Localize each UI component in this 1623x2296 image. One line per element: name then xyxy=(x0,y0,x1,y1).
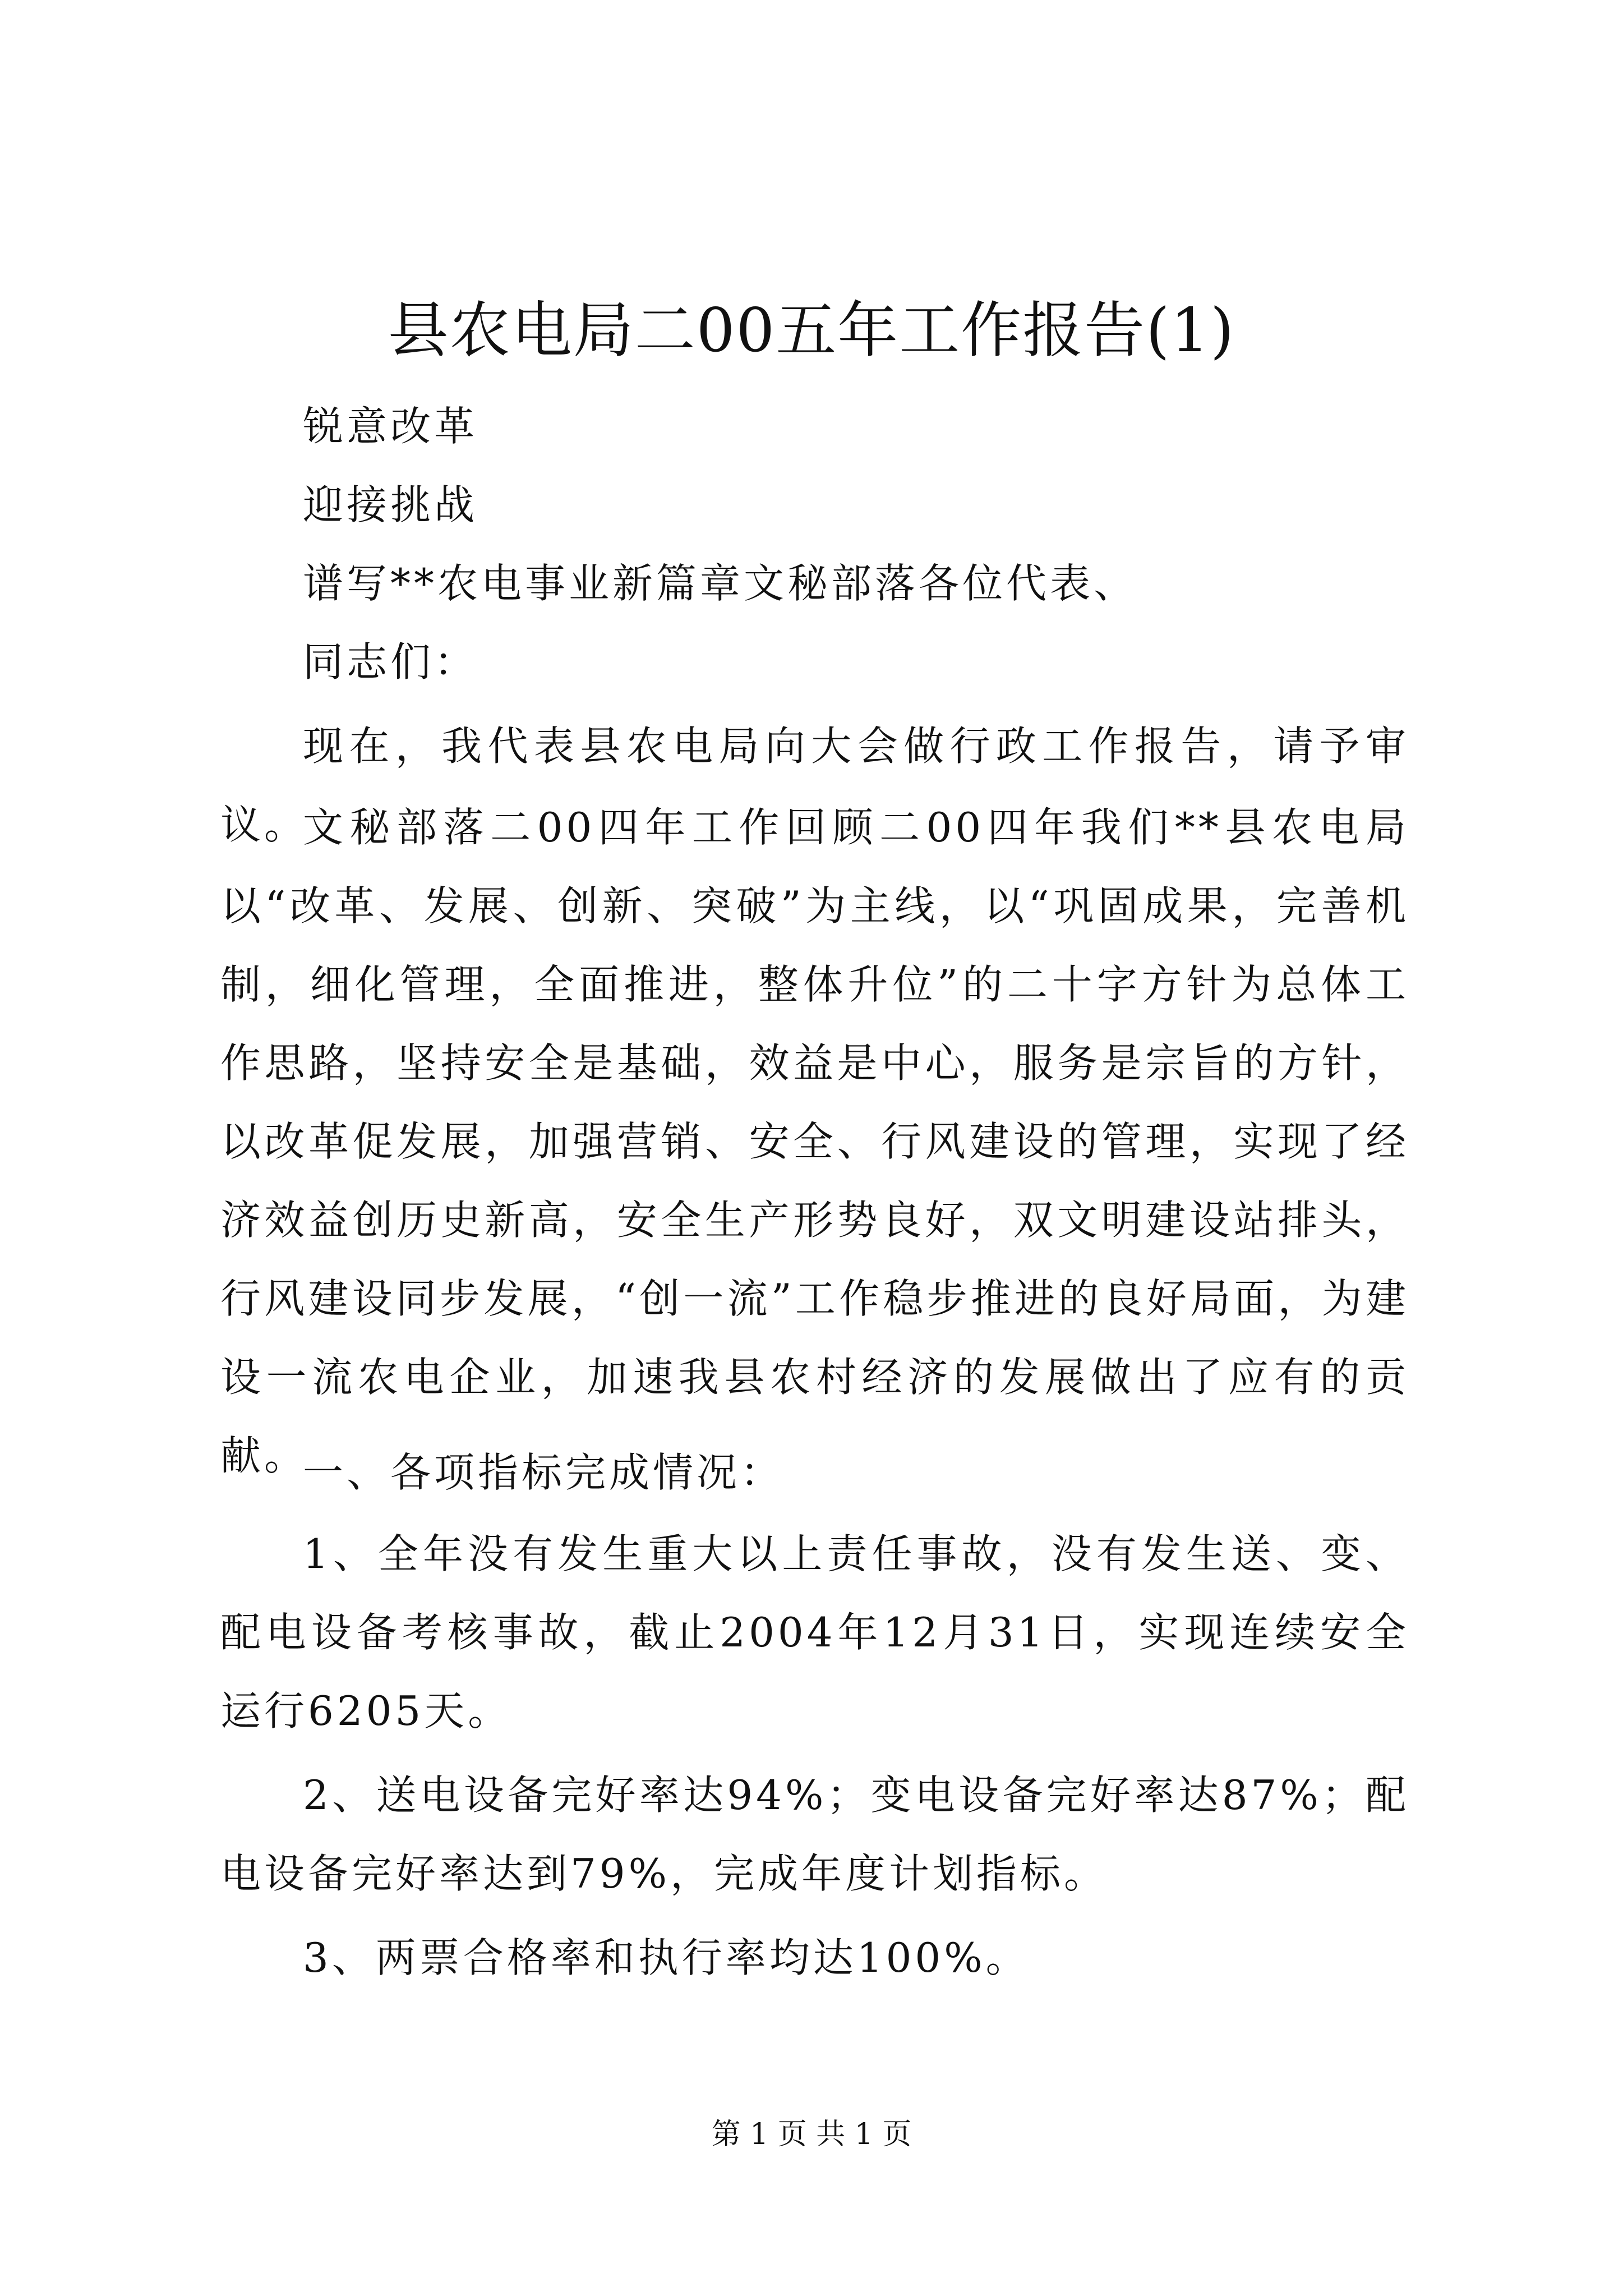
heading-line-3: 谱写**农电事业新篇章文秘部落各位代表、 xyxy=(303,560,1138,607)
list-item-3: 3、两票合格率和执行率均达100%。 xyxy=(303,1934,1030,1981)
heading-line-1: 锐意改革 xyxy=(303,403,478,450)
list-item-1: 1、全年没有发生重大以上责任事故，没有发生送、变、配电设备考核事故，截止2004年12月31日，实现连续安全运行6205天。 xyxy=(220,1530,1409,1734)
paragraph-review: 文秘部落二00四年工作回顾二00四年我们**县农电局以“改革、发展、创新、突破”为主线，以“巩固成果，完善机制，细化管理，全面推进，整体升位”的二十字方针为总体工作思路，坚持安全是基础，效益是中心，服务是宗旨的方针，以改革促发展，加强营销、安全、行风建设的管理，实现了经济效益创历史新高，安全生产形势良好，双文明建设站排头，行风建设同步发展，“创一流”工作稳步推进的良好局面，为建设一流农电企业，加速我县农村经济的发展做出了应有的贡献。 xyxy=(220,804,1409,1479)
section-heading: 一、各项指标完成情况： xyxy=(303,1449,785,1496)
heading-line-2: 迎接挑战 xyxy=(303,481,478,528)
paragraph-intro: 现在，我代表县农电局向大会做行政工作报告，请予审议。 xyxy=(220,723,1409,848)
page-number: 第 1 页 共 1 页 xyxy=(711,2118,912,2151)
salutation: 同志们： xyxy=(303,638,478,685)
document-title: 县农电局二00五年工作报告(1) xyxy=(388,296,1235,366)
list-item-2: 2、送电设备完好率达94%；变电设备完好率达87%；配电设备完好率达到79%，完成年度计划指标。 xyxy=(220,1772,1409,1897)
